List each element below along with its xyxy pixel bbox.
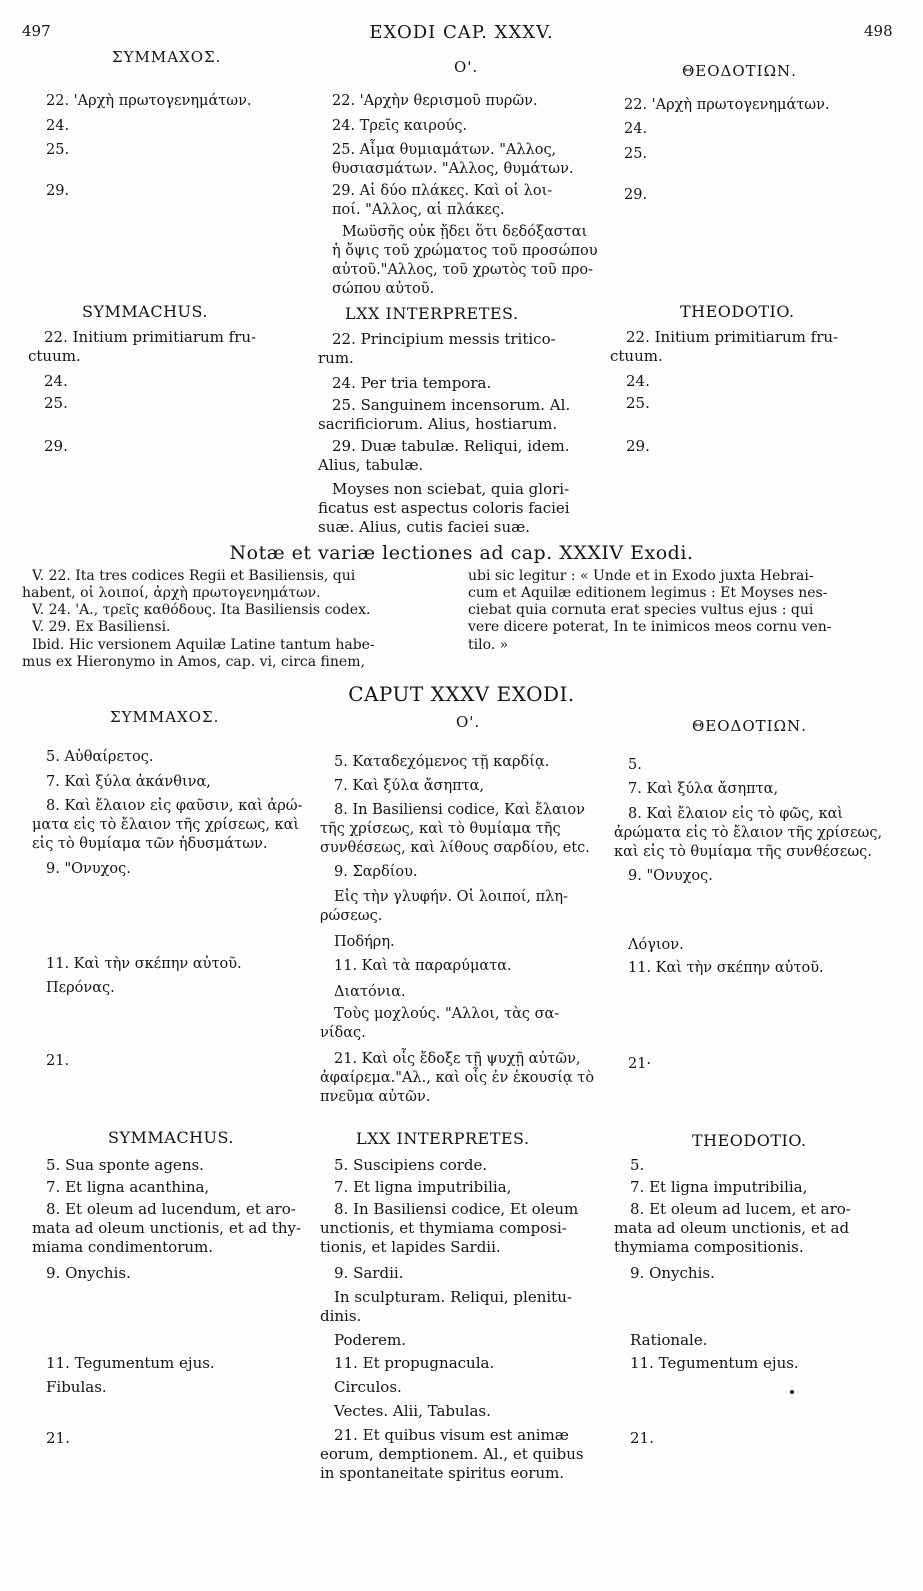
- theodotio-latin-line: 22. Initium primitiarum fru-: [626, 328, 839, 346]
- symmachus-line-2: 7. Καὶ ξύλα ἀκάνθινα,: [46, 774, 211, 790]
- symmachus-line-2: 11. Καὶ τὴν σκέπην αὐτοῦ.: [46, 956, 242, 972]
- theodotion-line: 22. 'Αρχὴ πρωτογενημάτων.: [624, 97, 830, 113]
- theodotio-latin-line-2: 5.: [630, 1156, 645, 1174]
- lxx-line: 22. 'Αρχὴν θερισμοῦ πυρῶν.: [332, 93, 538, 109]
- lxx-latin-line: 25. Sanguinem incensorum. Al.: [332, 396, 571, 414]
- symmachus-line-2: 9. "Ονυχος.: [46, 861, 131, 877]
- lxx-line-2: 7. Καὶ ξύλα ἄσηπτα,: [334, 778, 485, 794]
- theodotio-latin-line: 25.: [626, 394, 650, 412]
- lxx-latin-line-2: Poderem.: [334, 1331, 407, 1349]
- lxx-latin-line-2: Vectes. Alii, Tabulas.: [334, 1402, 491, 1420]
- note-left-line: mus ex Hieronymo in Amos, cap. vi, circa finem,: [22, 654, 365, 670]
- symmachus-latin-line-2: Fibulas.: [46, 1378, 107, 1396]
- symmachus-latin-line-2: 7. Et ligna acanthina,: [46, 1178, 210, 1196]
- lxx-line: 29. Αἱ δύο πλάκες. Καὶ οἱ λοι-: [332, 183, 553, 199]
- theodotion-line-2: 9. "Ονυχος.: [628, 868, 713, 884]
- symmachus-line-2: Περόνας.: [46, 980, 115, 996]
- lxx-line-2: Τοὺς μοχλούς. "Αλλοι, τὰς σα-: [334, 1006, 560, 1022]
- note-right-line: ciebat quia cornuta erat species vultus ejus : qui: [468, 602, 814, 618]
- lxx-latin-line-2: 7. Et ligna imputribilia,: [334, 1178, 512, 1196]
- column-header-lxx-latin: LXX INTERPRETES.: [345, 304, 519, 323]
- lxx-latin-line-2: eorum, demptionem. Al., et quibus: [320, 1445, 584, 1463]
- theodotion-line-2: καὶ εἰς τὸ θυμίαμα τῆς συνθέσεως.: [614, 844, 872, 860]
- note-left-line: V. 24. 'Α., τρεῖς καθόδους. Ita Basiliensis codex.: [32, 602, 371, 618]
- lxx-latin-line: suæ. Alius, cutis faciei suæ.: [318, 518, 531, 536]
- lxx-latin-line-2: Circulos.: [334, 1378, 402, 1396]
- theodotio-latin-line: ctuum.: [610, 347, 663, 365]
- lxx-line: σώπου αὐτοῦ.: [332, 281, 435, 297]
- symmachus-latin-line-2: 5. Sua sponte agens.: [46, 1156, 204, 1174]
- lxx-latin-line: 22. Principium messis tritico-: [332, 330, 556, 348]
- note-left-line: habent, οἱ λοιποί, ἀρχὴ πρωτογενημάτων.: [22, 585, 321, 601]
- symmachus-line: 22. 'Αρχὴ πρωτογενημάτων.: [46, 93, 252, 109]
- lxx-latin-line: 24. Per tria tempora.: [332, 374, 492, 392]
- lxx-line-2: ρώσεως.: [320, 908, 383, 924]
- lxx-line-2: Ποδήρη.: [334, 934, 395, 950]
- column-header-lxx-latin-2: LXX INTERPRETES.: [356, 1129, 530, 1148]
- theodotion-line-2: 5.: [628, 757, 642, 773]
- note-right-line: tilo. »: [468, 637, 509, 653]
- page-number-right: 498: [864, 22, 893, 40]
- lxx-latin-line-2: 8. In Basiliensi codice, Et oleum: [334, 1200, 579, 1218]
- theodotio-latin-line: 24.: [626, 372, 650, 390]
- theodotion-line: 29.: [624, 187, 648, 203]
- column-header-symmachus-latin-2: SYMMACHUS.: [108, 1128, 234, 1147]
- theodotio-latin-line-2: 8. Et oleum ad lucem, et aro-: [630, 1200, 851, 1218]
- column-header-theodotion-greek: ΘΕΟΔΟΤΙΩΝ.: [682, 62, 797, 80]
- lxx-latin-line: ficatus est aspectus coloris faciei: [318, 499, 570, 517]
- note-right-line: vere dicere poterat, In te inimicos meos cornu ven-: [468, 619, 832, 635]
- symmachus-latin-line-2: 8. Et oleum ad lucendum, et aro-: [46, 1200, 296, 1218]
- lxx-latin-line: 29. Duæ tabulæ. Reliqui, idem.: [332, 437, 570, 455]
- theodotio-latin-line-2: thymiama compositionis.: [614, 1238, 804, 1256]
- lxx-latin-line-2: 21. Et quibus visum est animæ: [334, 1426, 569, 1444]
- lxx-line-2: Εἰς τὴν γλυφήν. Οἱ λοιποί, πλη-: [334, 889, 568, 905]
- symmachus-line: 24.: [46, 118, 70, 134]
- lxx-latin-line-2: dinis.: [320, 1307, 362, 1325]
- symmachus-latin-line: 25.: [44, 394, 68, 412]
- symmachus-latin-line: 24.: [44, 372, 68, 390]
- lxx-latin-line: Alius, tabulæ.: [318, 456, 424, 474]
- lxx-latin-line-2: unctionis, et thymiama composi-: [320, 1219, 567, 1237]
- column-header-theodotion-greek-2: ΘΕΟΔΟΤΙΩΝ.: [692, 717, 807, 735]
- theodotio-latin-line-2: mata ad oleum unctionis, et ad: [614, 1219, 850, 1237]
- theodotion-line-2: 8. Καὶ ἔλαιον εἰς τὸ φῶς, καὶ: [628, 806, 844, 822]
- page-number-left: 497: [22, 22, 51, 40]
- lxx-line: Μωϋσῆς οὐκ ᾔδει ὅτι δεδόξασται: [342, 224, 588, 240]
- column-header-symmachus-greek: ΣΥΜΜΑΧΟΣ.: [112, 48, 222, 66]
- symmachus-latin-line: ctuum.: [28, 347, 81, 365]
- note-left-line: V. 29. Ex Basiliensi.: [32, 619, 171, 635]
- theodotio-latin-line-2: 9. Onychis.: [630, 1264, 715, 1282]
- column-header-symmachus-greek-2: ΣΥΜΜΑΧΟΣ.: [110, 708, 220, 726]
- caput-title: CAPUT XXXV EXODI.: [348, 682, 575, 706]
- theodotio-latin-line-2: Rationale.: [630, 1331, 708, 1349]
- lxx-latin-line-2: 9. Sardii.: [334, 1264, 404, 1282]
- lxx-line-2: 11. Καὶ τὰ παραρύματα.: [334, 958, 512, 974]
- note-right-line: ubi sic legitur : « Unde et in Exodo juxta Hebrai-: [468, 568, 814, 584]
- symmachus-latin-line-2: 11. Tegumentum ejus.: [46, 1354, 215, 1372]
- notes-title: Notæ et variæ lectiones ad cap. XXXIV Exodi.: [229, 542, 694, 564]
- symmachus-line-2: εἰς τὸ θυμίαμα τῶν ἡδυσμάτων.: [32, 836, 268, 852]
- lxx-line: 25. Αἷμα θυμιαμάτων. "Αλλος,: [332, 142, 557, 158]
- lxx-latin-line: Moyses non sciebat, quia glori-: [332, 480, 570, 498]
- theodotio-latin-line-2: 7. Et ligna imputribilia,: [630, 1178, 808, 1196]
- lxx-latin-line: sacrificiorum. Alius, hostiarum.: [318, 415, 558, 433]
- symmachus-line: 29.: [46, 183, 70, 199]
- lxx-line-2: νίδας.: [320, 1025, 366, 1041]
- theodotio-latin-line-2: 11. Tegumentum ejus.: [630, 1354, 799, 1372]
- lxx-line: ποί. "Αλλος, αἱ πλάκες.: [332, 202, 505, 218]
- theodotion-line: 24.: [624, 121, 648, 137]
- lxx-line: ἡ ὄψις τοῦ χρώματος τοῦ προσώπου: [332, 243, 598, 259]
- lxx-line: αὐτοῦ."Αλλος, τοῦ χρωτὸς τοῦ προ-: [332, 262, 594, 278]
- lxx-line: θυσιασμάτων. "Αλλος, θυμάτων.: [332, 161, 574, 177]
- ink-dot: [790, 1390, 794, 1394]
- theodotion-line-2: 7. Καὶ ξύλα ἄσηπτα,: [628, 781, 779, 797]
- note-left-line: V. 22. Ita tres codices Regii et Basiliensis, qui: [32, 568, 356, 584]
- lxx-line-2: 8. In Basiliensi codice, Καὶ ἔλαιον: [334, 802, 585, 818]
- column-header-theodotio-latin-2: THEODOTIO.: [692, 1131, 807, 1150]
- theodotio-latin-line: 29.: [626, 437, 650, 455]
- column-header-theodotio-latin: THEODOTIO.: [680, 302, 795, 321]
- theodotion-line-2: ἀρώματα εἰς τὸ ἔλαιον τῆς χρίσεως,: [614, 825, 883, 841]
- lxx-line-2: συνθέσεως, καὶ λίθους σαρδίου, etc.: [320, 840, 590, 856]
- note-right-line: cum et Aquilæ editionem legimus : Et Moyses nes-: [468, 585, 828, 601]
- lxx-line-2: ἀφαίρεμα."Αλ., καὶ οἷς ἐν ἑκουσίᾳ τὸ: [320, 1070, 595, 1086]
- lxx-latin-line: rum.: [318, 349, 354, 367]
- theodotio-latin-line-2: 21.: [630, 1429, 654, 1447]
- symmachus-latin-line-2: mata ad oleum unctionis, et ad thy-: [32, 1219, 302, 1237]
- symmachus-line-2: 5. Αὐθαίρετος.: [46, 749, 154, 765]
- column-header-lxx-greek-2: Ο'.: [456, 713, 481, 731]
- running-title: EXODI CAP. XXXV.: [369, 22, 554, 43]
- lxx-latin-line-2: tionis, et lapides Sardii.: [320, 1238, 501, 1256]
- theodotion-line-2: 11. Καὶ τὴν σκέπην αὐτοῦ.: [628, 960, 824, 976]
- lxx-line-2: πνεῦμα αὐτῶν.: [320, 1089, 431, 1105]
- note-left-line: Ibid. Hic versionem Aquilæ Latine tantum habe-: [32, 637, 375, 653]
- lxx-line-2: τῆς χρίσεως, καὶ τὸ θυμίαμα τῆς: [320, 821, 561, 837]
- lxx-latin-line-2: in spontaneitate spiritus eorum.: [320, 1464, 565, 1482]
- lxx-latin-line-2: In sculpturam. Reliqui, plenitu-: [334, 1288, 572, 1306]
- lxx-latin-line-2: 5. Suscipiens corde.: [334, 1156, 488, 1174]
- symmachus-line-2: 8. Καὶ ἔλαιον εἰς φαῦσιν, καὶ ἀρώ-: [46, 798, 303, 814]
- symmachus-latin-line-2: 21.: [46, 1429, 70, 1447]
- column-header-symmachus-latin: SYMMACHUS.: [82, 302, 208, 321]
- symmachus-line: 25.: [46, 142, 70, 158]
- symmachus-latin-line-2: miama condimentorum.: [32, 1238, 214, 1256]
- lxx-latin-line-2: 11. Et propugnacula.: [334, 1354, 495, 1372]
- column-header-lxx-greek: Ο'.: [454, 58, 479, 76]
- lxx-line-2: 5. Καταδεχόμενος τῇ καρδίᾳ.: [334, 754, 550, 770]
- lxx-line: 24. Τρεῖς καιρούς.: [332, 118, 468, 134]
- lxx-line-2: 21. Καὶ οἷς ἔδοξε τῇ ψυχῇ αὐτῶν,: [334, 1051, 581, 1067]
- theodotion-line-2: 21·: [628, 1056, 652, 1072]
- symmachus-latin-line: 22. Initium primitiarum fru-: [44, 328, 257, 346]
- symmachus-line-2: ματα εἰς τὸ ἔλαιον τῆς χρίσεως, καὶ: [32, 817, 300, 833]
- theodotion-line-2: Λόγιον.: [628, 937, 684, 953]
- symmachus-latin-line: 29.: [44, 437, 68, 455]
- lxx-line-2: 9. Σαρδίου.: [334, 864, 418, 880]
- theodotion-line: 25.: [624, 146, 648, 162]
- lxx-line-2: Διατόνια.: [334, 984, 406, 1000]
- symmachus-line-2: 21.: [46, 1053, 70, 1069]
- symmachus-latin-line-2: 9. Onychis.: [46, 1264, 131, 1282]
